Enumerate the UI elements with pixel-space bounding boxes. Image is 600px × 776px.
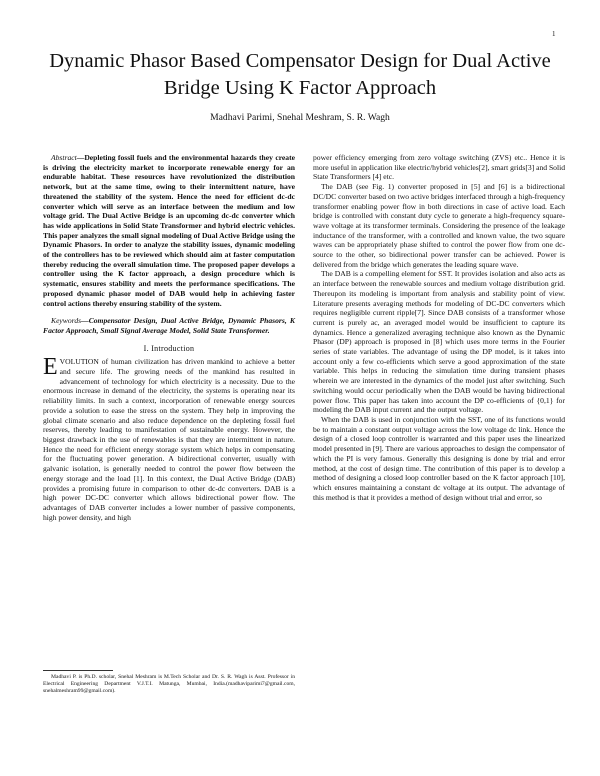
section-heading-introduction: I. Introduction xyxy=(143,343,195,353)
abstract-text: Depleting fossil fuels and the environmental hazards they create is driving the electricity market to incorporate renewable energy for an endurable habitat. These resources have revolutionized the distribution network, but at the same time, owing to their intermittent nature, have threatened the stability of the system. Hence the need for efficient dc-dc converter which will serve as an interface between the medium and low voltage grid. The Dual Active Bridge is an upcoming dc-dc converter which has wide applications in Solid State Transformer and hybrid electric vehicles. This paper analyzes the small signal modeling of Dual Active Bridge using the Dynamic Phasors. In order to analyze the stability issues, dynamic modeling of the controllers has to be reviewed which should aim at faster computation thereby reducing the overall simulation time. The proposed paper develops a controller using the K factor approach, a design procedure which is systematic, ensures stability and meets the performance specifications. The proposed dynamic phasor model of DAB would help in achieving faster control actions thereby ensuring stability of the system. xyxy=(43,153,295,308)
right-paragraph-4: When the DAB is used in conjunction with the SST, one of its functions would be to maintain a constant output voltage across the low voltage dc link. Hence the design of a closed loop controller is warranted and this paper uses the linearized model presented in [9]. There are various approaches to design the compensator of which the PI is very famous. Generally this designing is done by trial and error method, at the cost of design time. The contribution of this paper is to develop a method of designing a closed loop controller based on the K factor approach [10], which ensures maintaining a constant dc voltage at its output. The advantage of this method is that it provides a method of design without trial and error, so xyxy=(313,414,565,502)
footnote-divider xyxy=(43,670,113,671)
intro-paragraph xyxy=(43,354,295,522)
right-paragraph-1: power efficiency emerging from zero voltage switching (ZVS) etc.. Hence it is more useful in application like electric/hybrid vehicles[2], smart grids[3] and Solid State Transformers [4] etc. xyxy=(313,153,565,182)
abstract-paragraph xyxy=(43,153,295,308)
drop-cap: E xyxy=(43,354,58,381)
keywords-paragraph xyxy=(43,316,295,335)
keywords-text: Compensator Design, Dual Active Bridge, Dynamic Phasors, K Factor Approach, Small Signal Average Model, Solid State Transformer. xyxy=(43,316,295,335)
keywords-label: Keywords xyxy=(51,316,82,326)
paper-title: Dynamic Phasor Based Compensator Design for Dual Active Bridge Using K Factor Approach xyxy=(49,50,551,99)
keywords-dash: — xyxy=(81,316,89,326)
left-column xyxy=(43,153,295,522)
abstract-dash: — xyxy=(76,153,85,162)
author-footnote: Madhavi P. is Ph.D. scholar, Snehal Meshram is M.Tech Scholar and Dr. S. R. Wagh is Asst. Professor in Electrical Engineering Department V.J.T.I. Matunga, Mumbai, India.(madhaviparimi7@gmail.com, snehalmeshram99@gmail.com). xyxy=(43,674,295,695)
author-list: Madhavi Parimi, Snehal Meshram, S. R. Wagh xyxy=(210,112,390,123)
abstract-label: Abstract xyxy=(51,153,77,162)
right-paragraph-2: The DAB (see Fig. 1) converter proposed in [5] and [6] is a bidirectional DC/DC converter based on two active bridges interfaced through a high-frequency transformer enabling power flow in both directions in case of active load. Each bridge is controlled with constant duty cycle to generate a high-frequency square-wave voltage at its transformer terminals. Considering the presence of the leakage inductance of the transformer, with a controlled and known value, the two square waves can be appropriately phase shifted to control the power flow from one dc-source to the other, so bidirectional power transfer can be achieved. Power is delivered from the bridge which generates the leading square wave. xyxy=(313,182,565,269)
page-number: 1 xyxy=(552,30,556,38)
intro-text: VOLUTION of human civilization has driven mankind to achieve a better and secure life. The growing needs of the mankind has resulted in advancement of technology for which electricity is a necessity. Due to the enormous increase in demand of the electricity, the systems is operating near its reliability limits. In such a context, incorporation of renewable energy sources provide a solution to ease the stress on the system. They help in improving the global climate scenario and also reduce dependence on the depleting fossil fuel reserves, thereby leading to manifestation of sustainable energy. However, the biggest drawback in the use of renewables is that they are intermittent in nature. Hence the need for efficient energy storage system which helps in compensating for the fluctuating power generation. A bidirectional converter, usually with galvanic isolation, is generally needed to control the power flow between the energy storage and the load [1]. In this context, the Dual Active Bridge (DAB) provides a promising future in comparison to other dc-dc converters. DAB is a high power DC-DC converter which allows bidirectional power flow. The advantages of DAB converter includes a lower number of passive components, high power density, and high xyxy=(43,357,295,522)
right-column xyxy=(313,153,565,502)
right-paragraph-3: The DAB is a compelling element for SST. It provides isolation and also acts as an interface between the renewable sources and medium voltage distribution grid. Thereupon its modeling is important from analysis and stability point of view. Literature presents averaging methods for modeling of DC-DC converters which requires negligible current ripple[7]. Since DAB consists of a transformer whose current is purely ac, an averaged model would be insufficient to capture its dynamics. Hence a generalized averaging technique also known as the Dynamic Phasor (DP) approach is proposed in [8] which uses more terms in the Fourier series of state variables. The advantage of using the DP model, is it takes into account only a few co-efficients which serve a good approximation of the state variable. This helps in reducing the simulation time during transient phases wherein we are interested in the dynamics of the model just after switching. Such switching would occur periodically when the DAB would be having bidirectional power flow. This paper has taken into account the DP co-efficients of {0,1} for modeling the DAB input current and the output voltage. xyxy=(313,269,565,415)
